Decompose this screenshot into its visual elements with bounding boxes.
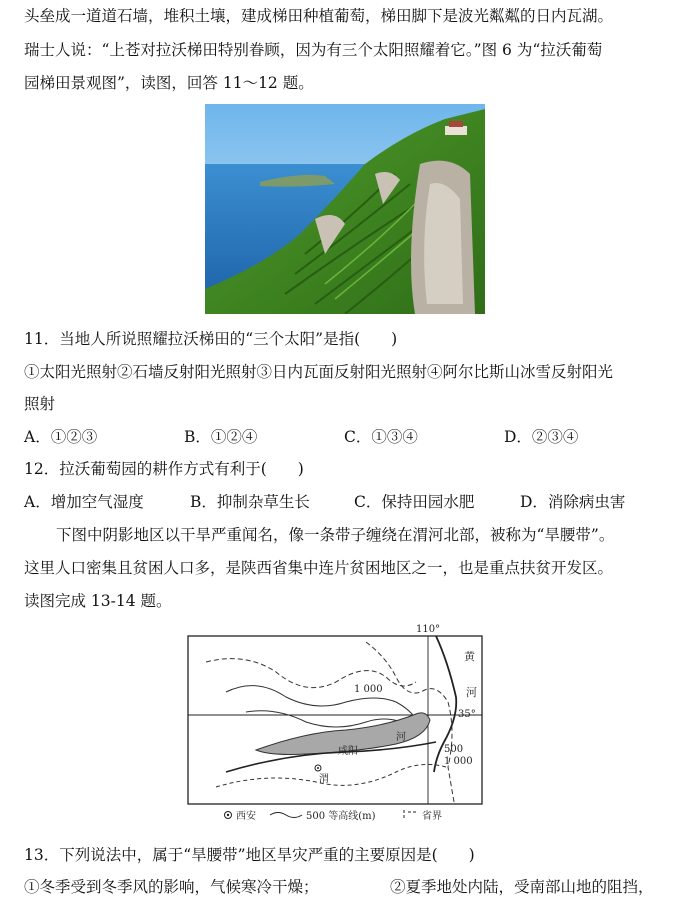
q11-option-d[interactable]: D．②③④ <box>504 428 579 446</box>
q12-option-b[interactable]: B．抑制杂草生长 <box>190 493 310 511</box>
intro-line-2: 瑞士人说：“上苍对拉沃梯田特别眷顾，因为有三个太阳照耀着它。”图 6 为“拉沃葡萄 <box>24 41 603 59</box>
lat-label: 35° <box>458 709 476 720</box>
contour-label-1000-b: 1 000 <box>444 756 473 767</box>
q13-stem: 13．下列说法中，属于“旱腰带”地区旱灾严重的主要原因是( ) <box>24 846 475 864</box>
q11-text-2: 照射 <box>24 395 56 413</box>
intro-line-1: 头垒成一道道石墙，堆积土壤，建成梯田种植葡萄，梯田脚下是波光粼粼的日内瓦湖。 <box>24 7 614 25</box>
river-label-he2: 河 <box>396 732 406 743</box>
river-label-wei: 渭 <box>319 774 329 785</box>
q12-option-a[interactable]: A．增加空气湿度 <box>24 493 144 511</box>
q11-option-b[interactable]: B．①②④ <box>184 428 258 446</box>
q12-stem: 12．拉沃葡萄园的耕作方式有利于( ) <box>24 460 304 478</box>
contour-label-500: 500 <box>444 744 464 755</box>
passage2-line-2: 这里人口密集且贫困人口多，是陕西省集中连片贫困地区之一，也是重点扶贫开发区。 <box>24 559 614 577</box>
drought-belt-map <box>186 622 486 822</box>
legend-border-symbol <box>404 810 418 820</box>
q12-option-d[interactable]: D．消除病虫害 <box>520 493 626 511</box>
legend-border: 省界 <box>422 811 442 822</box>
map-frame <box>188 636 482 804</box>
lavaux-vineyard-photo <box>205 104 485 314</box>
river-label-huang: 黄 <box>464 650 475 663</box>
contour-label-1000-a: 1 000 <box>354 684 383 695</box>
q12-option-c[interactable]: C．保持田园水肥 <box>354 493 475 511</box>
passage2-line-3: 读图完成 13-14 题。 <box>24 592 172 610</box>
legend-contour-symbol <box>270 813 302 818</box>
intro-line-3: 园梯田景观图”，读图，回答 11～12 题。 <box>24 74 314 92</box>
lon-label: 110° <box>416 624 441 635</box>
legend-contour: 500 等高线(m) <box>306 811 376 822</box>
q13-item-1: ①冬季受到冬季风的影响，气候寒冷干燥； <box>24 878 319 896</box>
q11-option-a[interactable]: A．①②③ <box>24 428 98 446</box>
river-label-he: 河 <box>466 686 477 699</box>
legend-xian: 西安 <box>236 811 256 822</box>
q11-stem: 11．当地人所说照耀拉沃梯田的“三个太阳”是指( ) <box>24 330 398 348</box>
q13-item-2: ②夏季地处内陆，受南部山地的阻挡， <box>390 878 654 896</box>
q11-option-c[interactable]: C．①③④ <box>344 428 418 446</box>
q11-text-1: ①太阳光照射②石墙反射阳光照射③日内瓦面反射阳光照射④阿尔比斯山冰雪反射阳光 <box>24 363 614 381</box>
city-label-xianyang: 咸阳 <box>338 746 358 757</box>
passage2-line-1: 下图中阴影地区以干旱严重闻名，像一条带子缠绕在渭河北部，被称为“旱腰带”。 <box>56 526 615 544</box>
